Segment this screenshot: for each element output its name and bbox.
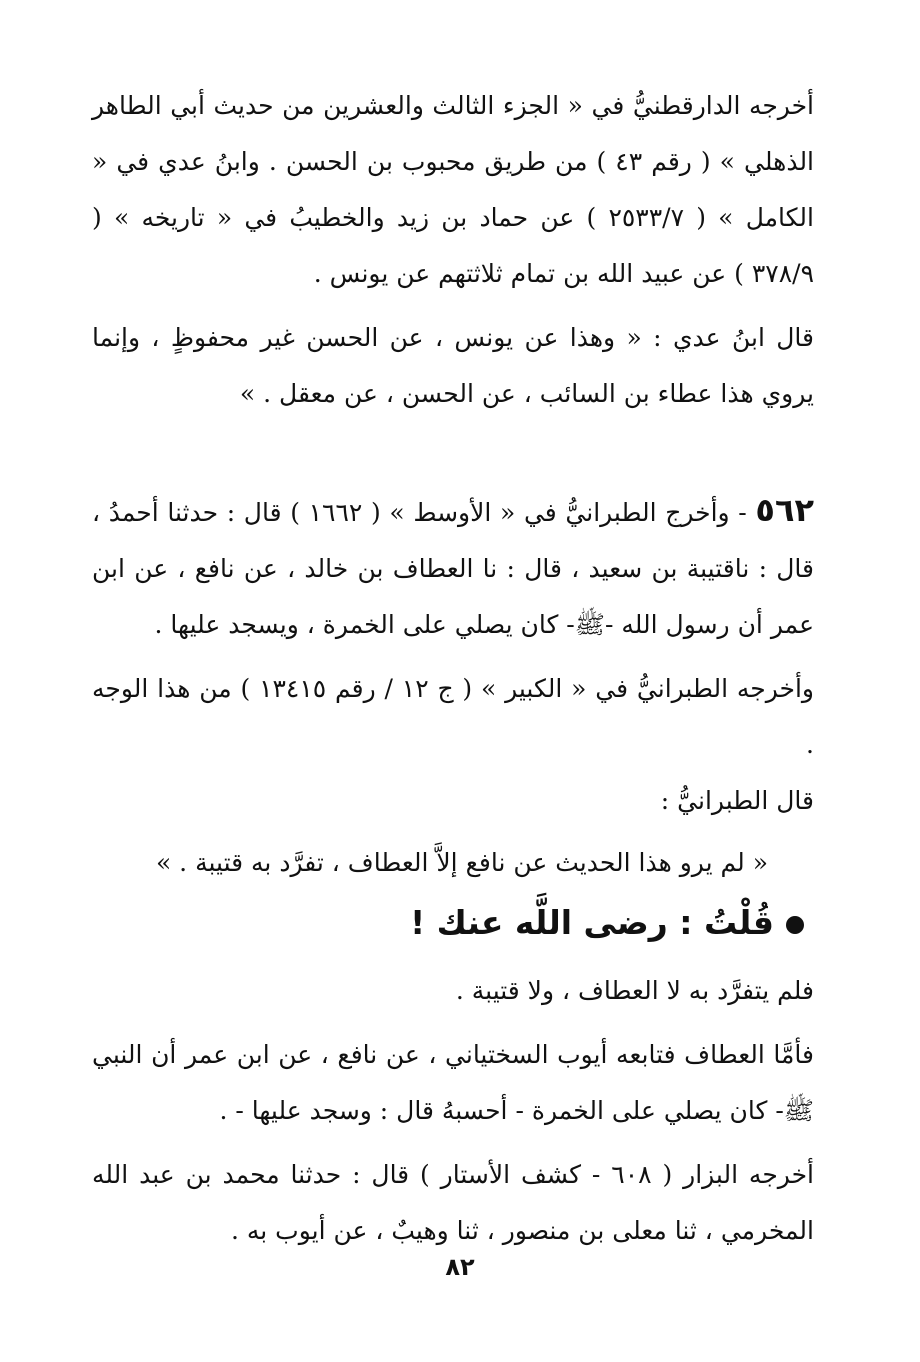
entry-text: - وأخرج الطبرانيُّ في « الأوسط » ( ١٦٦٢ ) قال : حدثنا أحمدُ ، قال : ناقتيبة بن سعيد ، قال : نا العطاف بن خالد ، عن نافع ، عن ابن عمر أن رسول الله -ﷺ- كان يصلي على الخمرة ، ويسجد عليها . (92, 498, 814, 639)
spacer (92, 1139, 814, 1147)
paragraph-tabarani-kabir: وأخرجه الطبرانيُّ في « الكبير » ( ج ١٢ / رقم ١٣٤١٥ ) من هذا الوجه . (92, 674, 814, 759)
entry-number: ٥٦٢ (755, 491, 814, 529)
spacer (92, 653, 814, 661)
spacer (92, 1019, 814, 1027)
section-spacer (92, 422, 814, 482)
page-body (92, 78, 814, 1259)
paragraph-takhrij-daraqutni: أخرجه الدارقطنيُّ في « الجزء الثالث والعشرين من حديث أبي الطاهر الذهلي » ( رقم ٤٣ ) من طريق محبوب بن الحسن . وابنُ عدي في « الكامل » ( ٢٥٣٣/٧ ) عن حماد بن زيد والخطيبُ في « تاريخه » ( ٣٧٨/٩ ) عن عبيد الله بن تمام ثلاثتهم عن يونس . (92, 91, 815, 288)
heading-text: قُلْتُ : رضى اللَّه عنك ! (410, 903, 774, 942)
tabarani-quote: « لم يرو هذا الحديث عن نافع إلاَّ العطاف ، تفرَّد به قتيبة . » (155, 848, 768, 877)
spacer (92, 302, 814, 310)
page-number: ٨٢ (445, 1253, 475, 1281)
paragraph-bazzar: أخرجه البزار ( ٦٠٨ - كشف الأستار ) قال : حدثنا محمد بن عبد الله المخرمي ، ثنا معلى بن منصور ، ثنا وهيبٌ ، عن أيوب به . (92, 1160, 814, 1245)
paragraph-not-alone: فلم يتفرَّد به لا العطاف ، ولا قتيبة . (455, 976, 814, 1005)
section-heading (92, 891, 804, 955)
paragraph-ayyub-follow: فأمَّا العطاف فتابعه أيوب السختياني ، عن نافع ، عن ابن عمر أن النبي ﷺ- كان يصلي على الخمرة - أحسبهُ قال : وسجد عليها - . (92, 1040, 814, 1125)
paragraph-tabarani-said: قال الطبرانيُّ : (660, 786, 814, 815)
paragraph-ibn-adi-quote: قال ابنُ عدي : « وهذا عن يونس ، عن الحسن غير محفوظٍ ، وإنما يروي هذا عطاء بن السائب ، عن الحسن ، عن معقل . » (92, 323, 814, 408)
hadith-entry (92, 482, 814, 653)
bullet-icon (786, 916, 804, 934)
